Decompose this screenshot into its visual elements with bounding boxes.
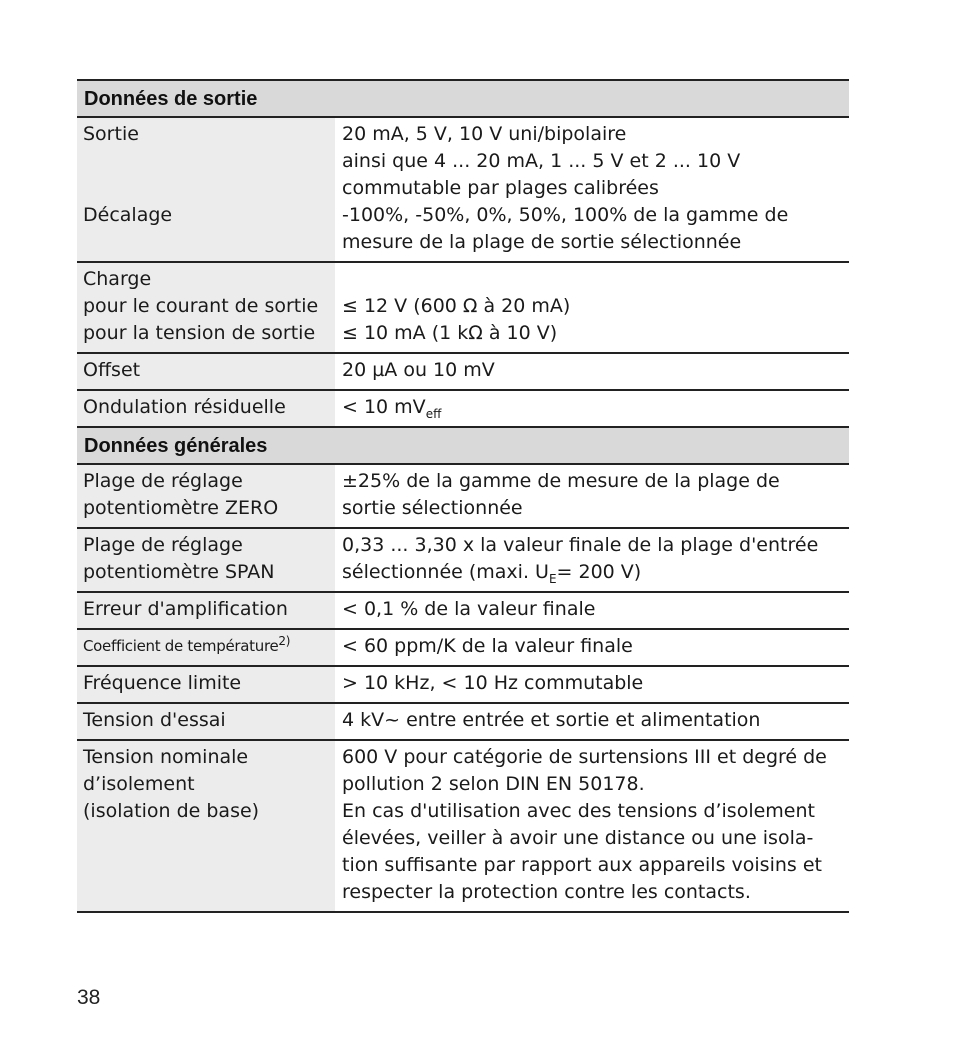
- row-value-text: = 200 V): [556, 561, 642, 583]
- row-label: Plage de réglage: [83, 470, 243, 492]
- row-value-cell: [335, 263, 849, 352]
- row-label-cell: [77, 354, 335, 389]
- row-value: -100%, -50%, 0%, 50%, 100% de la gamme de: [342, 204, 789, 226]
- table-row-frequence: [77, 667, 849, 704]
- row-label: Erreur d'amplification: [83, 598, 288, 620]
- row-value: > 10 kHz, < 10 Hz commutable: [342, 672, 644, 694]
- row-label: Sortie: [83, 123, 139, 145]
- row-value-cell: [335, 593, 849, 628]
- page-number: 38: [77, 986, 101, 1009]
- table-row-offset: [77, 354, 849, 391]
- footnote-marker: 2): [278, 634, 291, 648]
- row-value-text: sélectionnée (maxi. U: [342, 561, 549, 583]
- row-value-cell: [335, 529, 849, 591]
- row-label: Plage de réglage: [83, 534, 243, 556]
- row-value: [342, 559, 845, 586]
- table-row-essai: [77, 704, 849, 741]
- row-label-cell: [77, 391, 335, 426]
- row-value: élevées, veiller à avoir une distance ou une isola-: [342, 827, 814, 849]
- table-row-ondulation: [77, 391, 849, 428]
- row-label: Tension d'essai: [83, 709, 226, 731]
- row-value-cell: [335, 465, 849, 527]
- table-row-span: [77, 529, 849, 593]
- row-value: ainsi que 4 ... 20 mA, 1 ... 5 V et 2 ... 10 V: [342, 150, 741, 172]
- section-header-output: [77, 81, 849, 118]
- row-value: [342, 394, 845, 421]
- row-label-cell: [77, 630, 335, 665]
- table-row-charge: [77, 263, 849, 354]
- row-label: Offset: [83, 359, 141, 381]
- row-label: [83, 633, 329, 660]
- row-value-cell: [335, 118, 849, 261]
- row-value: En cas d'utilisation avec des tensions d’isolement: [342, 800, 815, 822]
- row-label-cell: [77, 118, 335, 261]
- row-label: pour le courant de sortie: [83, 295, 319, 317]
- row-value-cell: [335, 630, 849, 665]
- row-label-cell: [77, 465, 335, 527]
- row-value-text: < 10 mV: [342, 396, 426, 418]
- table-row-isolement: [77, 741, 849, 913]
- row-label: Décalage: [83, 204, 173, 226]
- table-row-amplification: [77, 593, 849, 630]
- row-value: 600 V pour catégorie de surtensions III et degré de: [342, 746, 827, 768]
- row-value: mesure de la plage de sortie sélectionnée: [342, 231, 742, 253]
- row-value: sortie sélectionnée: [342, 497, 523, 519]
- row-label: potentiomètre SPAN: [83, 561, 275, 583]
- row-label-cell: [77, 529, 335, 591]
- row-label: (isolation de base): [83, 800, 260, 822]
- row-value: ≤ 10 mA (1 kΩ à 10 V): [342, 322, 558, 344]
- row-value: ±25% de la gamme de mesure de la plage de: [342, 470, 780, 492]
- row-value: 4 kV~ entre entrée et sortie et alimentation: [342, 709, 761, 731]
- row-value-subscript: E: [548, 571, 557, 586]
- row-label-cell: [77, 704, 335, 739]
- row-label-cell: [77, 593, 335, 628]
- row-value-cell: [335, 741, 849, 911]
- row-value: 0,33 ... 3,30 x la valeur finale de la plage d'entrée: [342, 534, 819, 556]
- row-value-cell: [335, 391, 849, 426]
- row-label: potentiomètre ZERO: [83, 497, 279, 519]
- row-value: pollution 2 selon DIN EN 50178.: [342, 773, 645, 795]
- row-label: Tension nominale: [83, 746, 249, 768]
- row-value-cell: [335, 354, 849, 389]
- row-value: 20 µA ou 10 mV: [342, 359, 495, 381]
- row-label-cell: [77, 741, 335, 911]
- row-value: ≤ 12 V (600 Ω à 20 mA): [342, 295, 571, 317]
- section-title: Données générales: [84, 435, 268, 457]
- row-label: Ondulation résiduelle: [83, 396, 286, 418]
- row-value: 20 mA, 5 V, 10 V uni/bipolaire: [342, 123, 627, 145]
- row-value: < 60 ppm/K de la valeur finale: [342, 635, 633, 657]
- row-label-cell: [77, 667, 335, 702]
- row-label: Charge: [83, 268, 152, 290]
- table-row-zero: [77, 465, 849, 529]
- row-value: commutable par plages calibrées: [342, 177, 659, 199]
- section-title: Données de sortie: [84, 88, 258, 110]
- row-value-subscript: eff: [425, 406, 442, 421]
- spec-table: [77, 79, 849, 913]
- section-header-general: [77, 428, 849, 465]
- row-value-cell: [335, 704, 849, 739]
- row-label-text: Coefficient de température: [83, 637, 279, 655]
- table-row-temperature: [77, 630, 849, 667]
- row-value: < 0,1 % de la valeur finale: [342, 598, 596, 620]
- row-label: Fréquence limite: [83, 672, 242, 694]
- row-label-cell: [77, 263, 335, 352]
- row-value: respecter la protection contre les contacts.: [342, 881, 751, 903]
- row-label: pour la tension de sortie: [83, 322, 316, 344]
- row-value: tion suffisante par rapport aux appareils voisins et: [342, 854, 822, 876]
- table-row-sortie: [77, 118, 849, 263]
- row-label: d’isolement: [83, 773, 195, 795]
- row-value-cell: [335, 667, 849, 702]
